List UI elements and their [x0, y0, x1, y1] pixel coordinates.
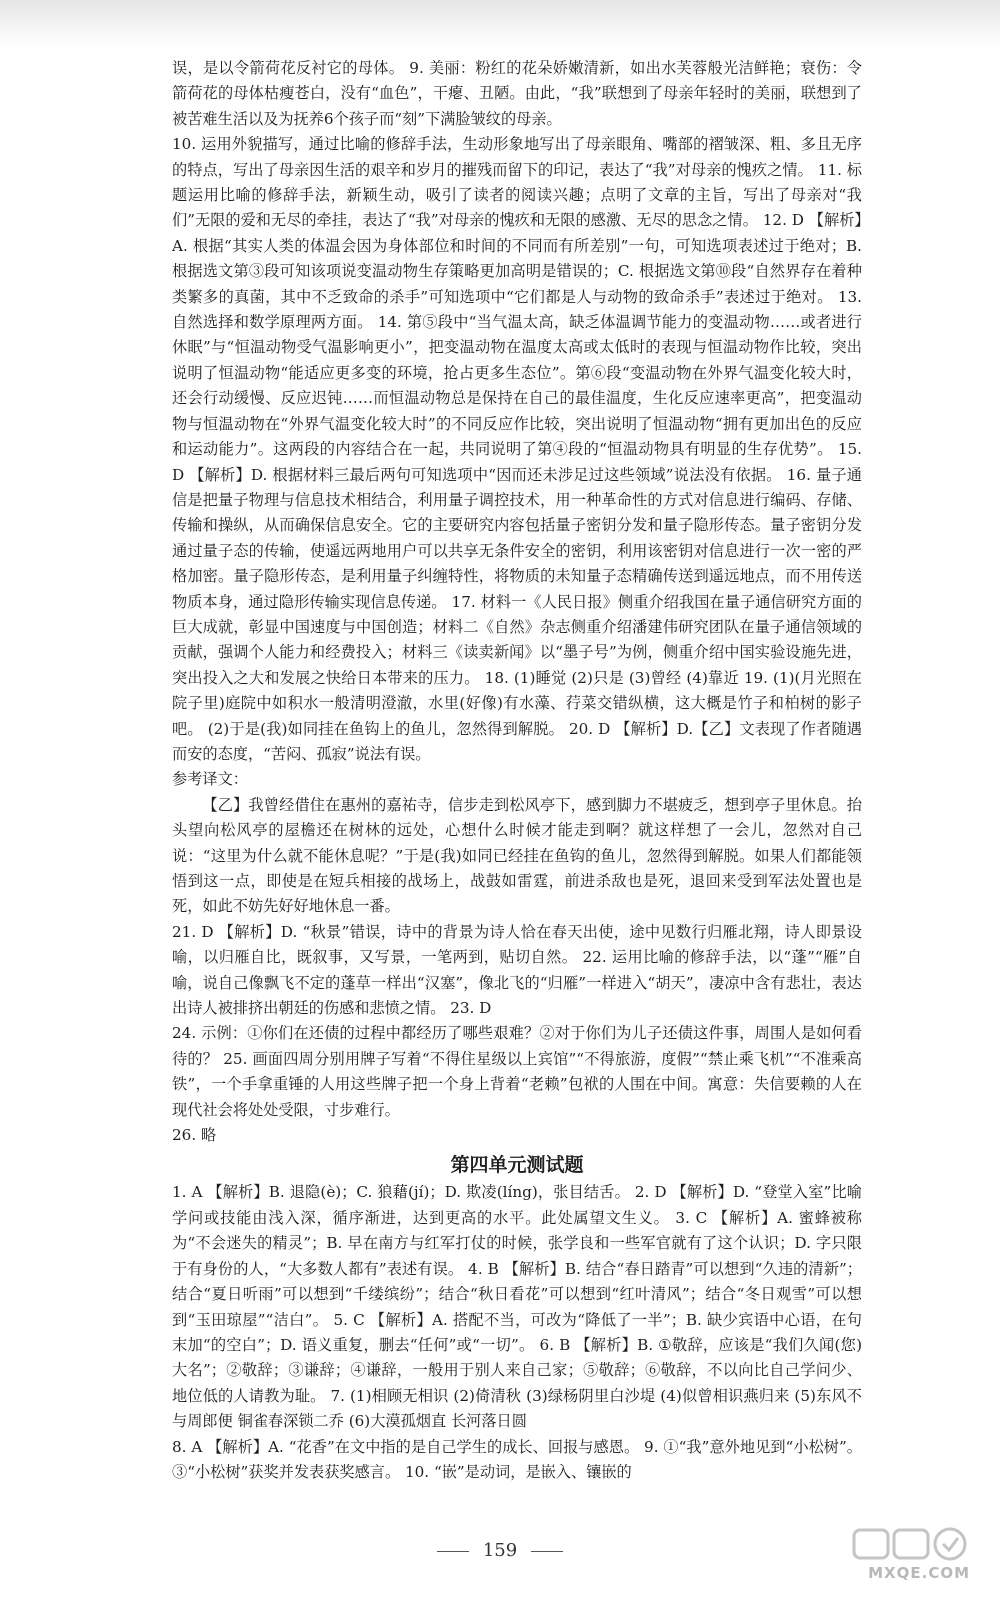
watermark-text: MXQE.COM: [868, 1564, 970, 1582]
answer-paragraph: 10. 运用外貌描写，通过比喻的修辞手法，生动形象地写出了母亲眼角、嘴部的褶皱深、粗、多且无序的特点，写出了母亲因生活的艰辛和岁月的摧残而留下的印记，表达了“我”对母亲的愧疚之情。 11. 标题运用比喻的修辞手法，新颖生动，吸引了读者的阅读兴趣；点明了文章的主旨，写出了母亲对“我们”无限的爱和无尽的牵挂，表达了“我”对母亲的愧疚和无限的感激、无尽的思念之情。 12. D 【解析】A. 根据“其实人类的体温会因为身体部位和时间的不同而有所差别”一句，可知选项表述过于绝对；B. 根据选文第③段可知该项说变温动物生存策略更加高明是错误的；C. 根据选文第⑩段“自然界存在着种类繁多的真菌，其中不乏致命的杀手”可知选项中“它们都是人与动物的致命杀手”表述过于绝对。 13. 自然选择和数学原理两方面。 14. 第⑤段中“当气温太高，缺乏体温调节能力的变温动物……或者进行休眠”与“恒温动物受气温影响更小”，把变温动物在温度太高或太低时的表现与恒温动物作比较，突出说明了恒温动物“能适应更多变的环境，抢占更多生态位”。第⑥段“变温动物在外界气温变化较大时，还会行动缓慢、反应迟钝……而恒温动物总是保持在自己的最佳温度，生化反应速率更高”，把变温动物与恒温动物在“外界气温变化较大时”的不同反应作比较，突出说明了恒温动物“拥有更加出色的反应和运动能力”。这两段的内容结合在一起，共同说明了第④段的“恒温动物具有明显的生存优势”。 15. D 【解析】D. 根据材料三最后两句可知选项中“因而还未涉足过这些领域”说法没有依据。 16. 量子通信是把量子物理与信息技术相结合，利用量子调控技术，用一种革命性的方式对信息进行编码、存储、传输和操纵，从而确保信息安全。它的主要研究内容包括量子密钥分发和量子隐形传态。量子密钥分发通过量子态的传输，使遥远两地用户可以共享无条件安全的密钥，利用该密钥对信息进行一次一密的严格加密。量子隐形传态，是利用量子纠缠特性，将物质的未知量子态精确传送到遥远地点，而不用传送物质本身，通过隐形传输实现信息传递。 17. 材料一《人民日报》侧重介绍我国在量子通信研究方面的巨大成就，彰显中国速度与中国创造；材料二《自然》杂志侧重介绍潘建伟研究团队在量子通信领域的贡献，强调个人能力和经费投入；材料三《读卖新闻》以“墨子号”为例，侧重介绍中国实验设施先进，突出投入之大和发展之快给日本带来的压力。 18. (1)睡觉 (2)只是 (3)曾经 (4)靠近 19. (1)(月光照在院子里)庭院中如积水一般清明澄澈，水里(好像)有水藻、荇菜交错纵横，这大概是竹子和柏树的影子吧。 (2)于是(我)如同挂在鱼钩上的鱼儿，忽然得到解脱。 20. D 【解析】D.【乙】文表现了作者随遇而安的态度，“苦闷、孤寂”说法有误。: [172, 135, 862, 763]
answer-paragraph: 1. A 【解析】B. 退隐(è)；C. 狼藉(jí)；D. 欺凌(líng)，张目结舌。 2. D 【解析】D. “登堂入室”比喻学问或技能由浅入深，循序渐进，达到更高的水平。此处属望文生义。 3. C 【解析】A. 蜜蜂被称为“不会迷失的精灵”；B. 早在南方与红军打仗的时候，张学良和一些军官就有了这个认识；D. 字只限于有身份的人，“大多数人都有”表述有误。 4. B 【解析】B. 结合“春日踏青”可以想到“久违的清新”；结合“夏日听雨”可以想到“千缕缤纷”；结合“秋日看花”可以想到“红叶清风”；结合“冬日观雪”可以想到“玉田琼屋”“洁白”。 5. C 【解析】A. 搭配不当，可改为“降低了一半”；B. 缺少宾语中心语，在句末加“的空白”；D. 语义重复，删去“任何”或“一切”。 6. B 【解析】B. ①敬辞，应该是“我们久闻(您)大名”；②敬辞；③谦辞；④谦辞，一般用于别人来自己家；⑤敬辞；⑥敬辞，不以向比自己学问少、地位低的人请教为耻。 7. (1)相顾无相识 (2)倚清秋 (3)绿杨阴里白沙堤 (4)似曾相识燕归来 (5)东风不与周郎便 铜雀春深锁二乔 (6)大漠孤烟直 长河落日圆: [172, 1183, 862, 1431]
answer-content: [172, 56, 862, 1485]
page-number-dash-left: [437, 1551, 469, 1552]
answer-paragraph: 24. 示例：①你们在还债的过程中都经历了哪些艰难？②对于你们为儿子还债这件事，周围人是如何看待的？ 25. 画面四周分别用牌子写着“不得住星级以上宾馆”“不得旅游，度假”“禁止乘飞机”“不准乘高铁”，一个手拿重锤的人用这些牌子把一个身上背着“老赖”包袱的人围在中间。寓意：失信要赖的人在现代社会将处处受限，寸步难行。: [172, 1024, 862, 1119]
answer-paragraph: 误，是以令箭荷花反衬它的母体。 9. 美丽：粉红的花朵娇嫩清新，如出水芙蓉般光洁鲜艳；衰伤：令箭荷花的母体枯瘦苍白，没有“血色”，干瘪、丑陋。由此，“我”联想到了母亲年轻时的美丽，联想到了被苦难生活以及为抚养6个孩子而“刻”下满脸皱纹的母亲。: [172, 59, 862, 128]
watermark: [824, 1526, 976, 1584]
answer-paragraph: 26. 略: [172, 1126, 217, 1145]
page-number: 159: [482, 1540, 518, 1561]
page-number-dash-right: [531, 1551, 563, 1552]
translation-paragraph: 【乙】我曾经借住在惠州的嘉祐寺，信步走到松风亭下，感到脚力不堪疲乏，想到亭子里休息。抬头望向松风亭的屋檐还在树林的远处，心想什么时候才能走到啊？就这样想了一会儿，忽然对自己说：“这里为什么就不能休息呢？”于是(我)如同已经挂在鱼钩的鱼儿，忽然得到解脱。如果人们都能领悟到这一点，即使是在短兵相接的战场上，战鼓如雷霆，前进杀敌也是死，退回来受到军法处置也是死，如此不妨先好好地休息一番。: [172, 795, 862, 916]
page-top-shadow: [0, 0, 1000, 48]
translation-label: 参考译文：: [172, 770, 248, 789]
watermark-logo-icon: [852, 1526, 972, 1562]
answer-paragraph: 8. A 【解析】A. “花香”在文中指的是自己学生的成长、回报与感恩。 9. ①“我”意外地见到“小松树”。 ③“小松树”获奖并发表获奖感言。 10. “嵌”是动词，是嵌入、镶嵌的: [172, 1437, 862, 1481]
unit-title: 第四单元测试题: [450, 1154, 584, 1177]
answer-paragraph: 21. D 【解析】D. “秋景”错误，诗中的背景为诗人恰在春天出使，途中见数行归雁北翔，诗人即景设喻，以归雁自比，既叙事，又写景，一笔两到，贴切自然。 22. 运用比喻的修辞手法，以“蓬”“雁”自喻，说自己像飘飞不定的蓬草一样出“汉塞”，像北飞的“归雁”一样进入“胡天”，凄凉中含有悲壮，表达出诗人被排挤出朝廷的伤感和悲愤之情。 23. D: [172, 922, 862, 1018]
